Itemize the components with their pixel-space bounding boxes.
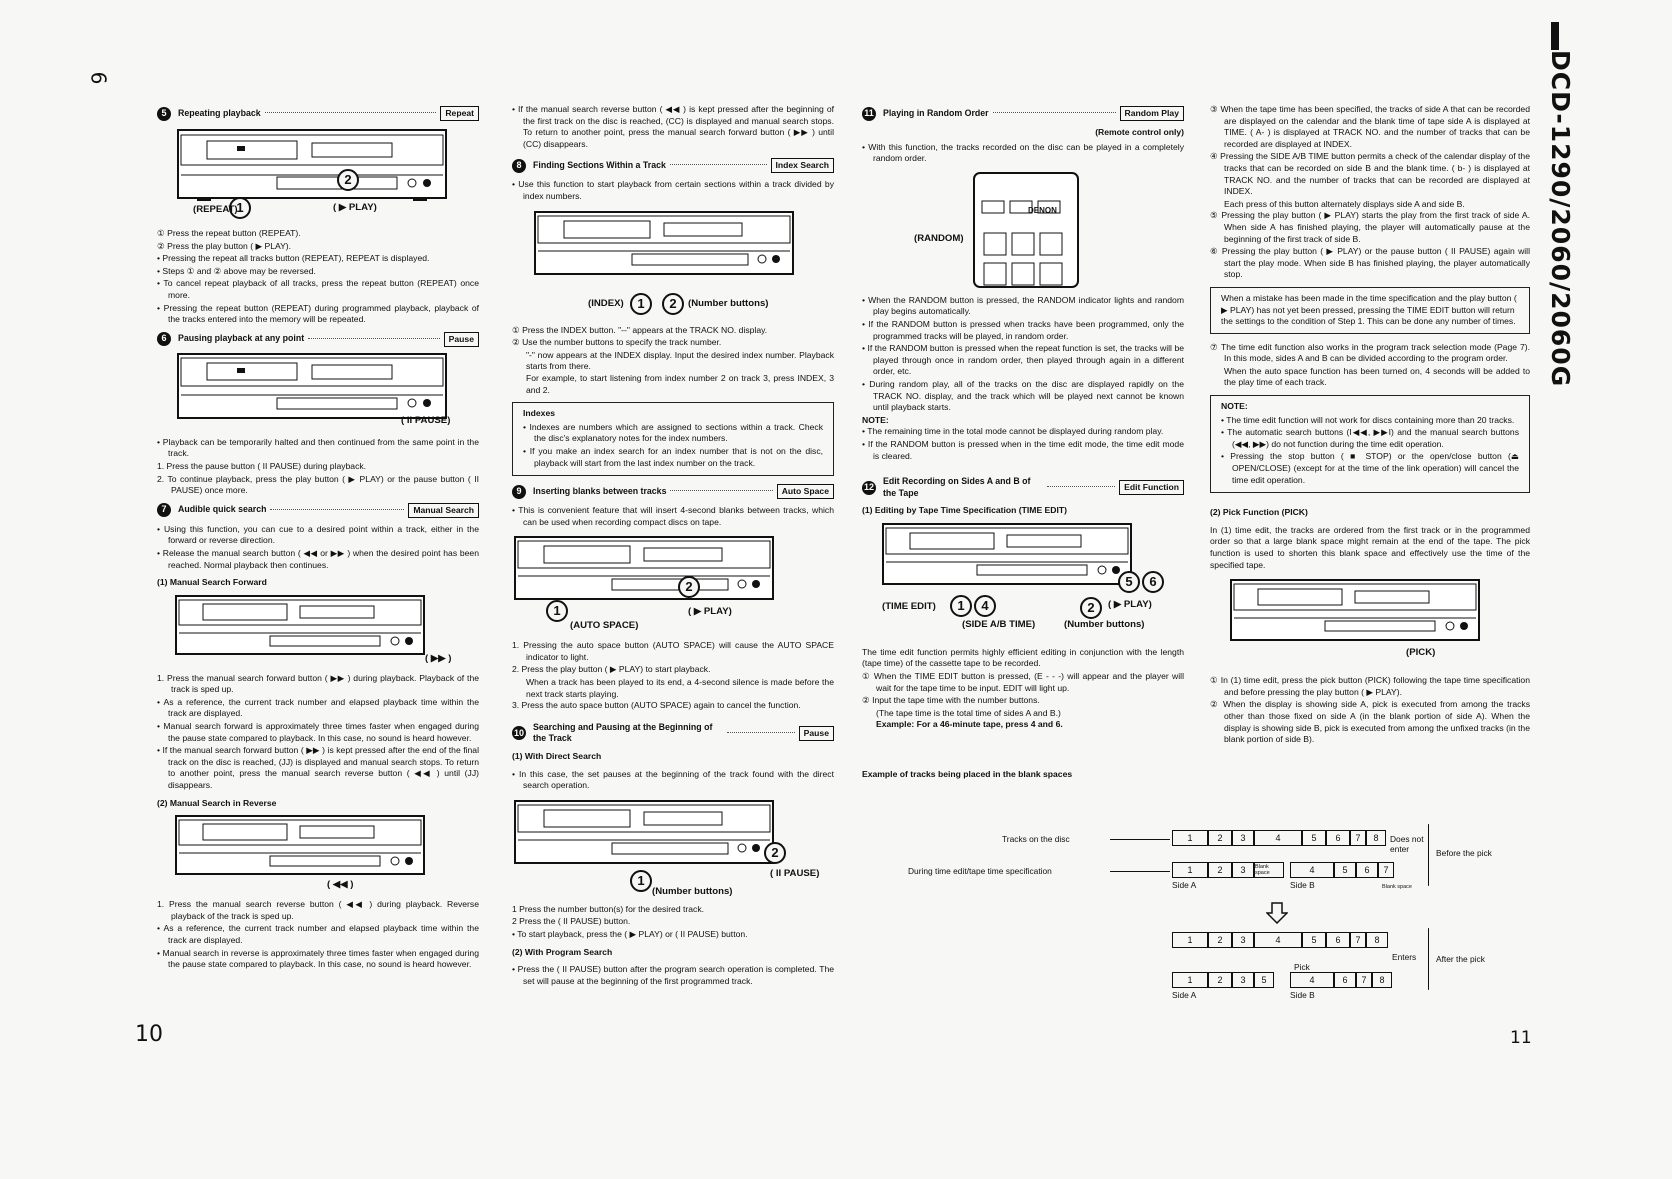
cd-player-icon: [177, 353, 447, 423]
figure-label: ( II PAUSE): [401, 414, 451, 426]
paragraph: In (1) time edit, the tracks are ordered from the first track or in the programmed order so that a large blank space might remain at the end of the tape. The pick function is used to shorten this blank space and effectively use the time of the specified tape.: [1210, 524, 1530, 570]
note-box: NOTE: • The time edit function will not work for discs containing more than 20 tracks. • The automatic search buttons (I◀◀, ▶▶I) and the manual search buttons (◀◀, ▶▶) do not function during the time edit operation. • Pressing the stop button ( ■ STOP) or the open/close button (⏏ OPEN/CLOSE) (except for at the time of the link operation) will cancel the time edit operation.: [1210, 395, 1530, 493]
function-tag: Repeat: [440, 106, 479, 121]
figure-label: ( ▶ PLAY): [333, 202, 377, 213]
section-list: [512, 640, 834, 712]
bullet-item: • Use this function to start playback from certain sections within a track divided by index numbers.: [512, 179, 834, 201]
bullet-item: • If the manual search forward button ( ▶▶ ) is kept pressed after the end of the final track on the disc is reached, (JJ) is displayed and manual search stops. To return to another point, press the manual search reverse button ( ◀◀ ) until (JJ) disappears.: [157, 745, 479, 791]
section-title: Audible quick search: [178, 504, 267, 515]
page-number-left: 10: [135, 1022, 163, 1047]
bullet-item: • Manual search forward is approximately three times faster when engaged during the pause state compared to playback. In this case, no sound is heard however.: [157, 721, 479, 743]
side-marker-bar: [1551, 22, 1559, 50]
dotted-leader: [270, 509, 404, 510]
indented-text: Each press of this button alternately displays side A and side B.: [1224, 198, 1465, 209]
cd-player-illustration: [157, 595, 479, 667]
numbered-item: ① Press the repeat button (REPEAT).: [157, 228, 301, 238]
numbered-item: ① When the TIME EDIT button is pressed, (E - - -) will appear and the player will wait for the tape time to be input. EDIT will light up.: [862, 671, 1184, 693]
track-cell: 8: [1372, 972, 1392, 988]
section-list: [512, 325, 834, 397]
section-title: Inserting blanks between tracks: [533, 485, 667, 496]
section-list: [512, 904, 834, 941]
bullet-item: • The time edit function will not work for discs containing more than 20 tracks.: [1221, 414, 1515, 425]
column-2: [512, 104, 834, 988]
dotted-leader: [265, 112, 437, 113]
figure-label: DENON: [1028, 205, 1057, 215]
numbered-item: 1. Press the manual search forward button ( ▶▶ ) during playback. Playback of the track is sped up.: [157, 672, 479, 695]
section-heading: [157, 503, 479, 518]
section-number: 10: [512, 726, 526, 740]
track-cell: 4: [1254, 932, 1302, 948]
cd-player-icon: [514, 800, 774, 866]
section-title: Edit Recording on Sides A and B of the Tape: [883, 476, 1031, 498]
track-cell: 1: [1172, 972, 1208, 988]
bullet-item: • With this function, the tracks recorded on the disc can be played in a completely random order.: [862, 141, 1184, 164]
numbered-item: 1. Pressing the auto space button (AUTO SPACE) will cause the AUTO SPACE indicator to light.: [512, 640, 834, 662]
subheading: (1) Editing by Tape Time Specification (TIME EDIT): [862, 505, 1067, 516]
remote-control-icon: [972, 171, 1082, 289]
track-cell: 1: [1172, 932, 1208, 948]
cd-player-illustration: [862, 523, 1184, 641]
subheading: Example of tracks being placed in the blank spaces: [862, 769, 1073, 780]
step-circle: 2: [764, 842, 786, 864]
track-cell: 5: [1254, 972, 1274, 988]
dotted-leader: [670, 164, 767, 165]
section-title: Playing in Random Order: [883, 107, 989, 118]
diagram-label: Before the pick: [1436, 848, 1492, 858]
track-cell: 8: [1366, 830, 1386, 846]
column-3: 11 Playing in Random Order Random Play (Remote control only) • With this function, the tracks recorded on the disc can be played in a completely random order. DENON (RANDOM) • When the RANDOM button is pressed, the RANDOM indicator lights and random play begins automatically. • If the RANDOM button is pressed when tracks have been programmed, only the programmed tracks will be played, in random order. • If the RANDOM button is pressed when the repeat function is set, the tracks will be played through once in random order, then played through again in a different order, etc. • During random play, all of the tracks on the disc are displayed rapidly on the TRACK NO. display, and the track which will be played next cannot be known until playback starts. NOTE: • The remaining time in the total mode cannot be displayed during random play. • If the RANDOM button is pressed when in the time edit mode, the time edit mode is cleared. 12 Edit Recording on Sides A and B of the Tape Edit Function (1) Editing by Tape Time Specification (TIME EDIT) 1 4 2 5 6 (TIME EDIT) (SIDE A/B TIME) (Number buttons) ( ▶ PLAY) The time edit function permits highly efficient editing in conjunction with the length (tape time) of the cassette tape to be recorded. ① When the TIME EDIT button is pressed, (E - - -) will appear and the player will wait for the tape time to be input. EDIT will light up. ② Input the tape time with the number buttons. (The tape time is the total time of sides A and B.) Example: For a 46-minute tape, press 4 and 6. Example of tracks being placed in the blank spaces: [862, 107, 1184, 780]
section-list: [157, 437, 479, 497]
diagram-label: Side B: [1290, 880, 1315, 890]
numbered-item: 3. Press the auto space button (AUTO SPACE) again to cancel the function.: [512, 700, 801, 711]
track-cell: 5: [1334, 862, 1356, 878]
cd-player-illustration: [157, 815, 479, 893]
bullet-item: • When the RANDOM button is pressed, the RANDOM indicator lights and random play begins automatically.: [862, 294, 1184, 317]
track-cell: 1: [1172, 862, 1208, 878]
section-list: [157, 524, 479, 571]
section-number: 5: [157, 107, 171, 121]
diagram-label: Side B: [1290, 990, 1315, 1000]
step-circle: 2: [662, 293, 684, 315]
step-circle: 5: [1118, 571, 1140, 593]
numbered-item: 1 Press the number button(s) for the desired track.: [512, 903, 705, 914]
bullet-item: • If the RANDOM button is pressed when tracks have been programmed, only the programmed tracks will be played, in random order.: [862, 318, 1184, 341]
bullet-item: • Pressing the repeat button (REPEAT) during programmed playback, playback of the tracks entered into the memory will be repeated.: [157, 302, 479, 325]
track-cell: 4: [1290, 862, 1334, 878]
section-number: 7: [157, 503, 171, 517]
cd-player-illustration: [512, 534, 834, 634]
remote-control-illustration: [862, 171, 1184, 289]
track-cell: Blank space: [1254, 862, 1284, 878]
section-heading: [862, 106, 1184, 121]
cd-player-icon: [534, 211, 794, 277]
cd-player-illustration: [157, 127, 479, 222]
function-tag: Manual Search: [408, 503, 479, 518]
numbered-item: ② Press the play button ( ▶ PLAY).: [157, 240, 292, 251]
diagram-label: Tracks on the disc: [1002, 834, 1070, 844]
cd-player-icon: [1230, 579, 1480, 643]
step-circle-2: 2: [337, 169, 359, 191]
bullet-item: • Using this function, you can cue to a desired point within a track, either in the forward or reverse direction.: [157, 523, 479, 546]
dotted-leader: [1047, 486, 1115, 487]
section-number: 6: [157, 332, 171, 346]
track-cell: 7: [1350, 932, 1366, 948]
diagram-label: After the pick: [1436, 954, 1485, 964]
cd-player-illustration: [1210, 577, 1530, 669]
numbered-item: ② Input the tape time with the number buttons.: [862, 695, 1040, 706]
column-1: [157, 104, 479, 972]
section-list: [862, 647, 1184, 731]
figure-label: (PICK): [1406, 647, 1436, 659]
track-cell: 1: [1172, 830, 1208, 846]
function-tag: Random Play: [1120, 106, 1184, 121]
track-cell: 6: [1326, 830, 1350, 846]
bullet-item: • To start playback, press the ( ▶ PLAY) or ( II PAUSE) button.: [512, 929, 748, 939]
step-circle-1: 1: [229, 197, 251, 219]
diagram-label: Enters: [1392, 952, 1417, 962]
brace: [1428, 928, 1429, 990]
function-tag: Auto Space: [777, 484, 834, 499]
cd-player-illustration: [512, 798, 834, 898]
track-cell: 5: [1302, 932, 1326, 948]
figure-label: (TIME EDIT): [882, 600, 936, 612]
section-number: 11: [862, 107, 876, 121]
figure-label: (Number buttons): [1064, 618, 1145, 630]
diagram-label: Side A: [1172, 990, 1197, 1000]
figure-label: (RANDOM): [914, 232, 964, 244]
numbered-item: ⑦ The time edit function also works in the program track selection mode (Page 7). In this mode, sides A and B can be divided according to the program order.: [1210, 341, 1530, 364]
indented-text: Example: For a 46-minute tape, press 4 and 6.: [876, 719, 1063, 730]
indented-text: (The tape time is the total time of sides A and B.): [876, 707, 1061, 718]
model-title: DCD-1290/2060/2060G: [1546, 50, 1575, 388]
section-heading: [512, 484, 834, 499]
section-number: 8: [512, 159, 526, 173]
cd-player-icon: [175, 815, 425, 877]
paragraph: The time edit function permits highly efficient editing in conjunction with the length (tape time) of the cassette tape to be recorded.: [862, 646, 1184, 669]
figure-label: (Number buttons): [688, 297, 769, 309]
section-title: Pausing playback at any point: [178, 333, 305, 344]
section-number: 9: [512, 485, 526, 499]
diagram-label: Does not enter: [1390, 834, 1424, 854]
track-cell: 2: [1208, 972, 1232, 988]
bullet-item: • If you make an index search for an index number that is not on the disc, playback will start from the last index number on the track.: [523, 445, 823, 468]
section-heading: [862, 476, 1184, 499]
bullet-item: • This is convenient feature that will insert 4-second blanks between tracks, which can be used when recording compact discs on tape.: [512, 505, 834, 527]
section-heading: [157, 332, 479, 347]
indented-text: When the auto space function has been turned on, 4 seconds will be added to the play time of each track.: [1224, 365, 1530, 388]
track-cell: 2: [1208, 862, 1232, 878]
bullet-item: • Release the manual search button ( ◀◀ or ▶▶ ) when the desired point has been reached. Normal playback then continues.: [157, 547, 479, 570]
figure-label: (Number buttons): [652, 885, 733, 897]
indented-text: When a track has been played to its end, a 4-second silence is made before the next track starts playing.: [526, 677, 834, 699]
indexes-box: Indexes • Indexes are numbers which are assigned to sections within a track. Check the disc's explanatory notes for the index numbers. • If you make an index search for an index number that is not on the disc, playback will start from the last index number on the track.: [512, 402, 834, 476]
figure-label: ( ◀◀ ): [327, 879, 354, 891]
bullet-item: • The remaining time in the total mode cannot be displayed during random play.: [862, 426, 1164, 437]
track-cell: 6: [1356, 862, 1378, 878]
bullet-item: • If the RANDOM button is pressed when the repeat function is set, the tracks will be played through once in random order, then played through again in a different order, etc.: [862, 343, 1184, 377]
dotted-leader: [727, 732, 795, 733]
subheading: (2) Manual Search in Reverse: [157, 797, 277, 808]
bullet-item: • During random play, all of the tracks on the disc are displayed rapidly on the TRACK NO. display, and the track which will be played next cannot be known until playback starts.: [862, 378, 1184, 413]
section-list: [157, 228, 479, 326]
cd-player-icon: [514, 536, 774, 602]
bullet-item: • Steps ① and ② above may be reversed.: [157, 265, 316, 276]
step-circle: 1: [630, 870, 652, 892]
numbered-item: 2 Press the ( II PAUSE) button.: [512, 916, 631, 927]
down-arrow-icon: [1266, 902, 1288, 924]
figure-label: (AUTO SPACE): [570, 620, 639, 632]
numbered-item: 2. Press the play button ( ▶ PLAY) to start playback.: [512, 664, 711, 675]
brace: [1428, 824, 1429, 886]
numbered-item: ⑥ Pressing the play button ( ▶ PLAY) or the pause button ( II PAUSE) again will start the play mode. When side B has finished playing, the player automatically stop.: [1210, 246, 1530, 280]
bullet-item: • If the RANDOM button is pressed when in the time edit mode, the time edit mode is cleared.: [862, 438, 1184, 461]
bullet-item: • Pressing the repeat all tracks button (REPEAT), REPEAT is displayed.: [157, 253, 430, 264]
track-cell: 2: [1208, 830, 1232, 846]
subheading: (1) With Direct Search: [512, 751, 602, 762]
page-number-top: 6: [86, 71, 111, 85]
subheading: (2) With Program Search: [512, 946, 613, 957]
track-cell: 3: [1232, 932, 1254, 948]
figure-label: (SIDE A/B TIME): [962, 618, 1036, 630]
diagram-label: Blank space: [1382, 884, 1412, 890]
bullet-item: • As a reference, the current track number and elapsed playback time within the track are displayed.: [157, 923, 479, 945]
step-circle: 4: [974, 595, 996, 617]
track-cell: 4: [1254, 830, 1302, 846]
section-number: 12: [862, 481, 876, 495]
step-circle: 2: [678, 576, 700, 598]
numbered-item: 2. To continue playback, press the play button ( ▶ PLAY) or the pause button ( II PAUSE) once more.: [157, 473, 479, 496]
bullet-item: • Pressing the stop button ( ■ STOP) or the open/close button (⏏ OPEN/CLOSE) (except for at the time of the link operation) will cancel the time edit operation.: [1221, 451, 1519, 485]
section-title: Finding Sections Within a Track: [533, 160, 666, 171]
figure-label: ( ▶ PLAY): [688, 606, 732, 618]
mistake-box: When a mistake has been made in the time specification and the play button ( ▶ PLAY) has not yet been pressed, pressing the TIME EDIT button will return the settings to the condition of Step 1. This can be done any number of times.: [1210, 287, 1530, 334]
cd-player-icon: [177, 129, 447, 201]
section-heading: [157, 106, 479, 121]
bullet-item: • As a reference, the current track number and elapsed playback time within the track are displayed.: [157, 696, 479, 719]
numbered-item: ④ Pressing the SIDE A/B TIME button permits a check of the calendar display of the tracks that can be recorded on side B and the blank time. ( b- ) is displayed at TRACK NO. and the number of tracks that can be recorded are displayed at INDEX.: [1210, 151, 1530, 197]
numbered-item: 1. Press the pause button ( II PAUSE) during playback.: [157, 460, 367, 471]
track-cell: 5: [1302, 830, 1326, 846]
step-circle: 2: [1080, 597, 1102, 619]
track-cell: 8: [1366, 932, 1388, 948]
section-list: [157, 899, 479, 971]
section-list: [862, 295, 1184, 414]
numbered-item: ① Press the INDEX button. "--" appears at the TRACK NO. display.: [512, 324, 768, 335]
figure-label: ( ▶▶ ): [425, 652, 452, 664]
track-cell: 2: [1208, 932, 1232, 948]
dotted-leader: [670, 490, 772, 491]
cd-player-icon: [175, 595, 425, 657]
section-subtitle: (Remote control only): [1095, 127, 1184, 137]
numbered-item: ⑤ Pressing the play button ( ▶ PLAY) starts the play from the first track of side A. When side A has finished playing, the player will automatically pause at the beginning of the first track of side B.: [1210, 210, 1530, 244]
section-title: Searching and Pausing at the Beginning of the Track: [533, 721, 713, 744]
bullet-item: • The automatic search buttons (I◀◀, ▶▶I) and the manual search buttons (◀◀, ▶▶) do not function during the time edit operation.: [1221, 427, 1519, 449]
column-4: [1210, 104, 1530, 747]
figure-label: ( II PAUSE): [770, 867, 820, 879]
function-tag: Edit Function: [1119, 480, 1184, 495]
bullet-item: • If the manual search reverse button ( ◀◀ ) is kept pressed after the beginning of the first track on the disc is reached, (CC) is displayed and manual search stops. To return to another point, press the manual search forward button ( ▶▶ ) until (CC) disappears.: [512, 104, 834, 149]
numbered-item: ③ When the tape time has been specified, the tracks of side A that can be recorded are displayed on the calendar and the blank time of tape side A is displayed at TIME. ( A- ) is displayed at TRACK NO. and the number of tracks that can be recorded are displayed at INDEX.: [1210, 104, 1530, 149]
diagram-label: Side A: [1172, 880, 1197, 890]
page-number-right: 11: [1510, 1028, 1532, 1048]
track-placement-diagram: [862, 800, 1492, 1010]
step-circle: 1: [546, 600, 568, 622]
figure-label: ( ▶ PLAY): [1108, 598, 1152, 610]
step-circle: 1: [950, 595, 972, 617]
step-circle: 1: [630, 293, 652, 315]
numbered-item: ② When the display is showing side A, pick is executed from among the tracks other than those fixed on side A (in the blank portion of side A). When the display is showing side B, pick is executed from among the unfixed tracks (in the blank portion of side B).: [1210, 699, 1530, 745]
cd-player-illustration: [512, 209, 834, 319]
section-heading: [512, 158, 834, 173]
bullet-item: • Manual search in reverse is approximately three times faster when engaged during the pause state compared to playback. In this case, no sound is heard however.: [157, 947, 479, 970]
section-heading: [512, 722, 834, 745]
figure-label: (INDEX): [588, 297, 624, 309]
bullet-item: • To cancel repeat playback of all tracks, press the repeat button (REPEAT) once more.: [157, 278, 479, 300]
bullet-item: • Press the ( II PAUSE) button after the program search operation is completed. The set will pause at the beginning of the first programmed track.: [512, 964, 834, 986]
track-cell: 7: [1350, 830, 1366, 846]
diagram-label: During time edit/tape time specification: [908, 866, 1052, 876]
subheading: (1) Manual Search Forward: [157, 577, 267, 588]
numbered-item: ① In (1) time edit, press the pick button (PICK) following the tape time specification and before pressing the play button ( ▶ PLAY).: [1210, 675, 1530, 697]
track-cell: 7: [1378, 862, 1394, 878]
dotted-leader: [308, 338, 440, 339]
dotted-leader: [993, 112, 1116, 113]
subheading: (2) Pick Function (PICK): [1210, 507, 1308, 518]
cd-player-icon: [882, 523, 1132, 587]
section-title: Repeating playback: [178, 107, 261, 118]
figure-label: (REPEAT): [193, 204, 238, 215]
diagram-label: Pick: [1294, 962, 1310, 972]
indented-text: For example, to start listening from index number 2 on track 3, press INDEX, 3 and 2.: [526, 372, 834, 395]
track-cell: 6: [1334, 972, 1356, 988]
function-tag: Pause: [444, 332, 479, 347]
numbered-item: ② Use the number buttons to specify the track number.: [512, 337, 722, 348]
indented-text: "-" now appears at the INDEX display. Input the desired index number. Playback starts from there.: [526, 349, 834, 372]
bullet-item: • Playback can be temporarily halted and then continued from the same point in the track.: [157, 436, 479, 459]
function-tag: Pause: [799, 726, 834, 741]
function-tag: Index Search: [771, 158, 835, 173]
numbered-item: 1. Press the manual search reverse button ( ◀◀ ) during playback. Reverse playback of the track is sped up.: [157, 899, 479, 921]
track-cell: 4: [1290, 972, 1334, 988]
cd-player-illustration: [157, 353, 479, 431]
track-cell: 6: [1326, 932, 1350, 948]
bullet-item: • In this case, the set pauses at the beginning of the track found with the direct search operation.: [512, 768, 834, 791]
track-cell: 3: [1232, 972, 1254, 988]
section-list: [157, 673, 479, 792]
bullet-item: • Indexes are numbers which are assigned to sections within a track. Check the disc's explanatory notes for the index numbers.: [523, 421, 823, 444]
track-cell: 7: [1356, 972, 1372, 988]
track-cell: 3: [1232, 862, 1254, 878]
track-cell: 3: [1232, 830, 1254, 846]
step-circle: 6: [1142, 571, 1164, 593]
